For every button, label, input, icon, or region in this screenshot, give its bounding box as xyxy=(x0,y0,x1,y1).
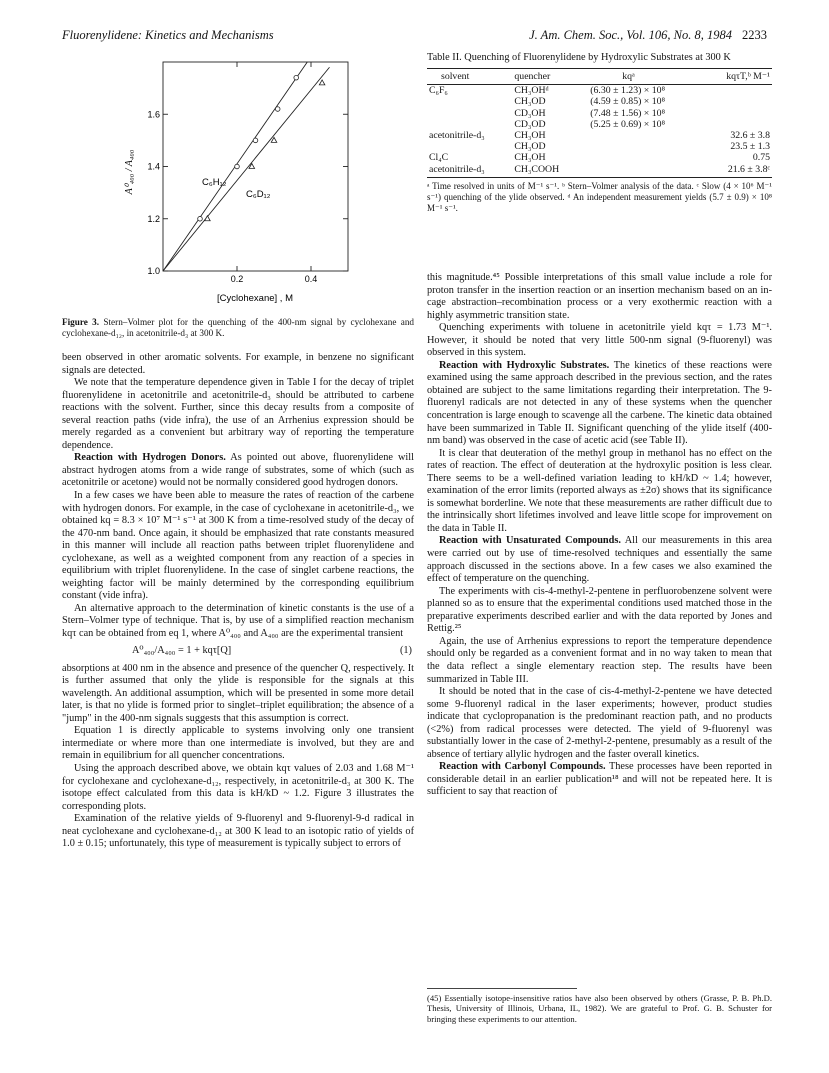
table-cell: Cl₄C xyxy=(429,152,449,164)
paragraph: Examination of the relative yields of 9-fluorenyl and 9-fluorenyl-9-d radical in neat cyclohexane and cyclohexane-d₁₂ at 300 K lead to an isotopic ratio of yields of 1.0 ± 0.15; unfortunately, this type of measurement is typically subject to errors of xyxy=(62,813,414,850)
paragraph: Quenching experiments with toluene in acetonitrile yield kqτ = 1.73 M⁻¹. However, it should be noted that very little 500-nm signal (9-fluorenyl) was observed in this system. xyxy=(427,322,772,359)
table-cell xyxy=(582,164,703,178)
table-cell: 0.75 xyxy=(752,152,770,164)
table-cell xyxy=(427,119,512,130)
section-heading: Reaction with Hydrogen Donors. xyxy=(74,452,226,464)
table-header: quencher xyxy=(512,69,582,85)
paragraph: Reaction with Carbonyl Compounds. These processes have been reported in considerable detail in an earlier publication¹⁸ and will not be repeated here. It is sufficient to say that reaction of xyxy=(427,761,772,798)
y-tick-label: 1.2 xyxy=(147,213,160,224)
table-cell: CH₃OD xyxy=(514,141,546,153)
table-cell: CH₃COOH xyxy=(512,164,582,178)
journal-name: J. Am. Chem. Soc., Vol. 106, No. 8, 1984 xyxy=(529,28,732,42)
equation-expression: A⁰₄₀₀/A₄₀₀ = 1 + kqτ[Q] xyxy=(132,644,232,656)
y-tick-label: 1.6 xyxy=(147,109,160,120)
table-cell xyxy=(582,130,703,141)
running-header xyxy=(62,28,767,44)
y-axis-label: A⁰₄₀₀ / A₄₀₀ xyxy=(124,149,135,195)
figure-3-caption xyxy=(62,317,414,339)
paragraph: this magnitude.⁴⁵ Possible interpretations of this small value include a role for proton transfer in the insertion reaction or an insertion mechanism based on an in-cage abstraction–recombination process or a very exothermic reaction with a highly asymmetric transition state. xyxy=(427,272,772,321)
table-row xyxy=(427,130,772,141)
table-header: kqᵃ xyxy=(582,69,703,85)
paragraph: Again, the use of Arrhenius expressions to report the temperature dependence should only be regarded as a convenient format and in no way taken to mean that the data reflect a single elementary reaction step. The results have been summarized in Table III. xyxy=(427,635,772,685)
table-2 xyxy=(427,52,772,214)
paragraph: Using the approach described above, we obtain kqτ values of 2.03 and 1.68 M⁻¹ for cyclohexane and cyclohexane-d₁₂, respectively, in acetonitrile-d₃ at 300 K. The isotope effect calculated from this data is kH/kD ~ 1.2. Figure 3 illustrates the corresponding plots. xyxy=(62,762,414,812)
table-cell: CH₃OD xyxy=(514,96,546,108)
table-row xyxy=(427,96,772,107)
table-row xyxy=(427,164,772,178)
series-label-c6d12: C₆D₁₂ xyxy=(246,189,271,200)
x-tick-label: 0.4 xyxy=(304,274,318,284)
table-cell xyxy=(427,96,512,107)
table-cell xyxy=(704,85,772,97)
page-number: 2233 xyxy=(742,28,767,42)
table-cell: CD₃OD xyxy=(514,118,546,130)
table-row xyxy=(427,85,772,97)
paragraph: absorptions at 400 nm in the absence and presence of the quencher Q, respectively. It is further assumed that only the ylide is responsible for the signals at this wavelength. An additional assumption, which will be presented in some more detail later, is that no ylide is formed prior to singlet–triplet equilibration; the absence of a "jump" in the 400-nm signals suggests that this assumption is correct. xyxy=(62,662,414,724)
table-cell: CH₃OH xyxy=(514,130,546,142)
table-cell: (6.30 ± 1.23) × 10⁸ xyxy=(590,85,665,97)
data-point-triangle xyxy=(319,80,325,85)
paragraph: It is clear that deuteration of the methyl group in methanol has no effect on the rates of reaction. The effect of deuteration at the hydroxylic position is less clear. There seems to be a well-defined variation leading to kH/kD ~ 1.4; however, examination of the error limits (reported always as ±2σ) shows that its significance is somewhat borderline. We note that these measurements are rather difficult due to the intrinsically short lifetimes involved and leave little scope for improvement on the data in Table II. xyxy=(427,447,772,534)
paragraph: Reaction with Hydrogen Donors. As pointed out above, fluorenylidene will abstract hydrogen atoms from a wide range of substrates, some of which (such as acetonitrile or acetone) would not be normally considered good hydrogen donors. xyxy=(62,452,414,489)
table-2-grid xyxy=(427,68,772,178)
paragraph: been observed in other aromatic solvents. For example, in benzene no significant signals are detected. xyxy=(62,352,414,376)
paragraph: It should be noted that in the case of cis-4-methyl-2-pentene we have detected some 9-fluorenyl radical in the laser experiments; however, product studies indicate that cyclopropanation is the predominant reaction path, and no products (<2%) from radical processes were detected. The yield of 9-fluorenyl was substantially lower in the case of 2-methyl-2-pentene, presumably as a result of the absence of tertiary allylic hydrogen and the faster overall kinetics. xyxy=(427,686,772,760)
paragraph: Equation 1 is directly applicable to systems involving only one transient intermediate or where more than one intermediate is involved, but they are and remain in equilibrium for all quencher concentrations. xyxy=(62,725,414,762)
figure-caption-text: Stern–Volmer plot for the quenching of the 400-nm signal by cyclohexane and cyclohexane-d₁₂, in acetonitrile-d₃ at 300 K. xyxy=(62,317,415,338)
right-column xyxy=(427,272,772,799)
table-cell xyxy=(704,119,772,130)
table-cell: CH₃OHᵈ xyxy=(514,85,549,97)
y-tick-label: 1.0 xyxy=(147,266,160,276)
table-footnote: ᵃ Time resolved in units of M⁻¹ s⁻¹. ᵇ Stern–Volmer analysis of the data. ᶜ Slow (4 × 10⁶ M⁻¹ s⁻¹) quenching of the ylide observed. ᵈ An independent measurement yields (5.7 ± 0.9) × 10⁸ M⁻¹ s⁻¹. xyxy=(427,180,772,213)
table-cell xyxy=(704,108,772,119)
table-cell: acetonitrile-d₃ xyxy=(429,130,485,142)
table-cell: 21.6 ± 3.8ᶜ xyxy=(704,164,772,178)
x-tick-label: 0.2 xyxy=(230,274,244,284)
table-cell: CD₃OH xyxy=(514,107,546,119)
table-row xyxy=(427,141,772,152)
paragraph: In a few cases we have been able to measure the rates of reaction of the carbene with hydrogen donors. For example, in the case of cyclohexane in acetonitrile-d₃, we obtained kq = 8.3 × 10⁷ M⁻¹ s⁻¹ at 300 K from a time-resolved study of the decay of the 470-nm band. Once again, it should be emphasized that rate constants measured in this manner will include all reaction paths between triplet fluorenylidene and cyclohexane, as well as a weighted component from any reaction of a species in equilibrium with triplet fluorenylidene. In the case of singlet carbene reactions, the weighting factor will be mainly determined by the corresponding equilibrium constant (vide infra). xyxy=(62,490,414,602)
x-axis-label: [Cyclohexane] , M xyxy=(216,293,294,304)
paragraph: We note that the temperature dependence given in Table I for the decay of triplet fluorenylidene in acetonitrile and acetonitrile-d₃ should be attributed to carbene reactions with the solvent. Further, since this decay results from a composite of several reaction paths (vide infra), the use of an Arrhenius expression should be merely regarded as a convenient but arbitrary way of reporting the temperature dependence. xyxy=(62,377,414,451)
series-label-c6h12: C₆H₁₂ xyxy=(202,177,227,188)
section-heading: Reaction with Unsaturated Compounds. xyxy=(439,535,621,547)
table-row xyxy=(427,119,772,130)
table-header: kqτT,ᵇ M⁻¹ xyxy=(704,69,772,85)
data-point-triangle xyxy=(205,216,211,221)
fit-line xyxy=(163,67,330,271)
footnote-45: (45) Essentially isotope-insensitive ratios have also been observed by others (Grasse, P. B. Ph.D. Thesis, University of Illinois, Urbana, IL, 1982). We are grateful to Prof. G. B. Schuster for bringing these experiments to our attention. xyxy=(427,993,772,1024)
paragraph: An alternative approach to the determination of kinetic constants is the use of a Stern–Volmer type of technique. That is, by use of a simplified reaction mechanism kqτ can be obtained from eq 1, where A⁰₄₀₀ and A₄₀₀ are the experimental transient xyxy=(62,602,414,640)
equation-1 xyxy=(62,645,414,659)
paragraph: Reaction with Unsaturated Compounds. All our measurements in this area were carried out by use of time-resolved techniques and essentially the same approach discussed in the sections above. In a few cases we also examined the effect of temperature on the quenching. xyxy=(427,535,772,585)
figure-3 xyxy=(62,54,414,344)
equation-number: (1) xyxy=(399,644,412,656)
table-cell: C₆F₆ xyxy=(429,85,448,97)
paragraph: The experiments with cis-4-methyl-2-pentene in perfluorobenzene solvent were planned so as to ensure that the experimental conditions used matched those in the preparative experiments described earlier and with the data reported by Jones and Rettig.²⁵ xyxy=(427,585,772,635)
y-tick-label: 1.4 xyxy=(147,161,160,172)
table-title: Table II. Quenching of Fluorenylidene by Hydroxylic Substrates at 300 K xyxy=(427,52,731,63)
plot-frame xyxy=(163,62,348,271)
table-cell: 32.6 ± 3.8 xyxy=(730,130,770,142)
section-heading: Reaction with Hydroxylic Substrates. xyxy=(439,359,610,371)
figure-caption-label: Figure 3. xyxy=(62,317,100,327)
footnote-rule xyxy=(427,988,577,989)
table-header: solvent xyxy=(427,69,512,85)
table-cell xyxy=(427,141,512,152)
table-cell: (5.25 ± 0.69) × 10⁸ xyxy=(590,118,665,130)
table-row xyxy=(427,108,772,119)
table-cell: acetonitrile-d₃ xyxy=(427,164,512,178)
table-cell: (7.48 ± 1.56) × 10⁸ xyxy=(590,107,665,119)
table-cell: 23.5 ± 1.3 xyxy=(730,141,770,153)
data-point-circle xyxy=(275,107,280,112)
running-title: Fluorenylidene: Kinetics and Mechanisms xyxy=(62,28,274,42)
paragraph: Reaction with Hydroxylic Substrates. The kinetics of these reactions were examined using the same approach described in the previous section, and the rates obtained are subject to the same limitations regarding their interpretation. The 9-fluorenyl radicals are not detected in any of these systems when the quencher concentration is large enough to scavenge all the carbene. The kinetic data obtained have been summarized in Table II. Significant quenching of the ylide itself (400-nm band) was observed in the case of acetic acid (see Table II). xyxy=(427,359,772,447)
table-cell xyxy=(582,141,703,152)
table-cell: (4.59 ± 0.85) × 10⁸ xyxy=(590,96,665,108)
data-point-circle xyxy=(235,164,240,169)
table-cell: CH₃OH xyxy=(514,152,546,164)
data-point-circle xyxy=(294,75,299,80)
table-cell xyxy=(704,96,772,107)
stern-volmer-plot xyxy=(62,54,414,314)
journal-citation xyxy=(529,28,767,43)
table-cell xyxy=(582,152,703,163)
table-row xyxy=(427,152,772,163)
data-point-circle xyxy=(253,138,258,143)
section-heading: Reaction with Carbonyl Compounds. xyxy=(439,761,606,773)
table-cell xyxy=(427,108,512,119)
data-point-circle xyxy=(198,216,203,221)
left-column xyxy=(62,352,414,851)
